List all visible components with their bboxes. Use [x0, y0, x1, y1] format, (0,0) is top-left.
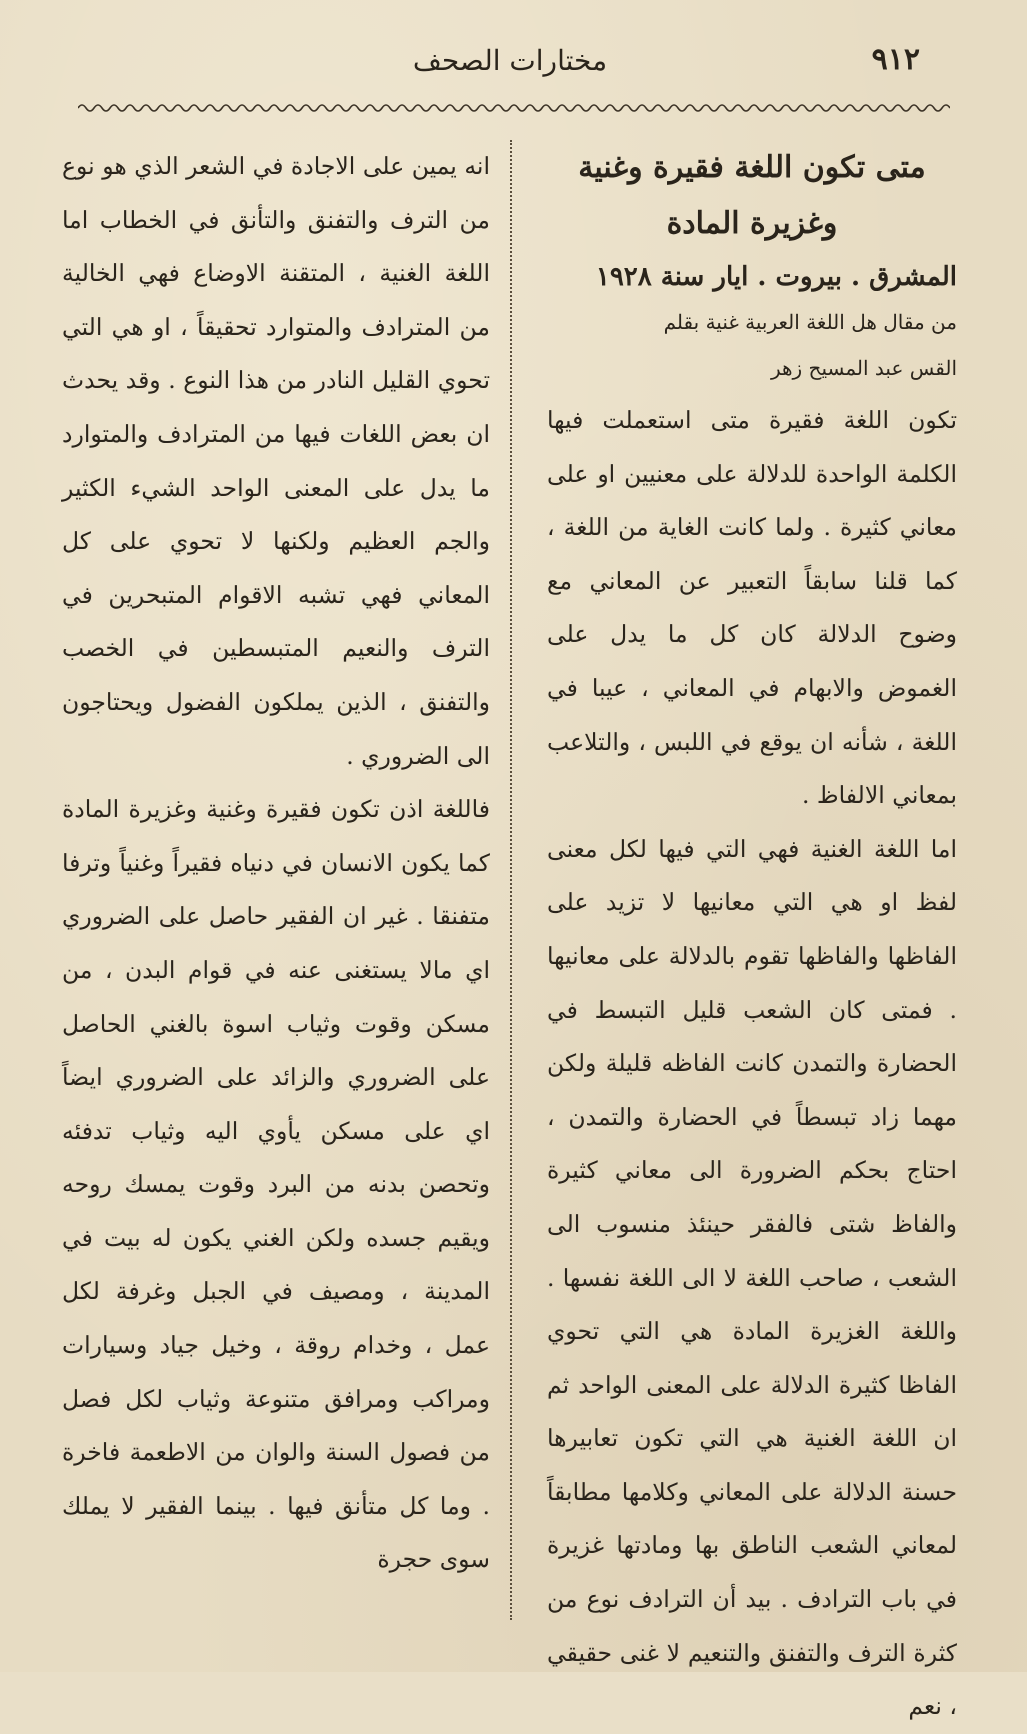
page-header	[80, 38, 940, 88]
page-number: ٩١٢	[871, 42, 920, 77]
paragraph: انه يمين على الاجادة في الشعر الذي هو نوع من الترف والتفنق والتأنق في الخطاب اما اللغة الغنية ، المتقنة الاوضاع فهي الخالية من المترادف والمتوارد تحقيقاً ، او هي التي تحوي القليل النادر من هذا النوع . وقد يحدث ان بعض اللغات فيها من المترادف والمتوارد ما يدل على المعنى الواحد الشيء الكثير والجم العظيم ولكنها لا تحوي على كل المعاني فهي تشبه الاقوام المتبحرين في الترف والنعيم المتبسطين في الخصب والتفنق ، الذين يملكون الفضول ويحتاجون الى الضروري .	[62, 152, 490, 770]
paragraph: تكون اللغة فقيرة متى استعملت فيها الكلمة الواحدة للدلالة على معنيين او على معاني كثيرة . ولما كانت الغاية من اللغة ، كما قلنا سابقاً التعبير عن المعاني مع وضوح الدلالة كان كل ما يدل على الغموض والابهام في المعاني ، عيبا في اللغة ، شأنه ان يوقع في اللبس ، والتلاعب بمعاني الالفاظ .	[547, 406, 957, 810]
article-title: متى تكون اللغة فقيرة وغنية وغزيرة المادة	[578, 150, 926, 241]
right-column	[547, 140, 957, 1734]
article-source: المشرق . بيروت . ايار سنة ١٩٢٨	[595, 262, 957, 292]
article-byline-1: من مقال هل اللغة العربية غنية بقلم	[663, 310, 957, 334]
article-byline-2: القس عبد المسيح زهر	[770, 356, 957, 380]
running-title: مختارات الصحف	[412, 44, 608, 77]
left-column	[62, 140, 490, 1587]
paragraph: اما اللغة الغنية فهي التي فيها لكل معنى لفظ او هي التي معانيها لا تزيد على الفاظها والفاظها تقوم بالدلالة على معانيها . فمتى كان الشعب قليل التبسط في الحضارة والتمدن كانت الفاظه قليلة ولكن مهما زاد تبسطاً في الحضارة والتمدن ، احتاج بحكم الضرورة الى معاني كثيرة والفاظ شتى فالفقر حينئذ منسوب الى الشعب ، صاحب اللغة لا الى اللغة نفسها . واللغة الغزيرة المادة هي التي تحوي الفاظا كثيرة الدلالة على المعنى الواحد ثم ان اللغة الغنية هي التي تكون تعابيرها حسنة الدلالة على المعاني وكلامها مطابقاً لمعاني الشعب الناطق بها ومادتها غزيرة في باب الترادف . بيد أن الترادف نوع من كثرة الترف والتفنق والتنعيم لا غنى حقيقي ، نعم	[547, 834, 957, 1721]
paragraph: فاللغة اذن تكون فقيرة وغنية وغزيرة المادة كما يكون الانسان في دنياه فقيراً وغنياً وترفا متفنقا . غير ان الفقير حاصل على الضروري اي مالا يستغنى عنه في قوام البدن ، من مسكن وقوت وثياب اسوة بالغني الحاصل على الضروري والزائد على الضروري ايضاً اي على مسكن يأوي اليه وثياب تدفئه وتحصن بدنه من البرد وقوت يمسك روحه ويقيم جسده ولكن الغني يكون له بيت في المدينة ، ومصيف في الجبل وغرفة لكل عمل ، وخدام روقة ، وخيل جياد وسيارات ومراكب ومرافق متنوعة وثياب لكل فصل من فصول السنة والوان من الاطعمة فاخرة . وما كل متأنق فيها . بينما الفقير لا يملك سوى حجرة	[62, 795, 490, 1574]
header-wavy-rule	[78, 100, 950, 116]
column-divider	[510, 140, 512, 1620]
